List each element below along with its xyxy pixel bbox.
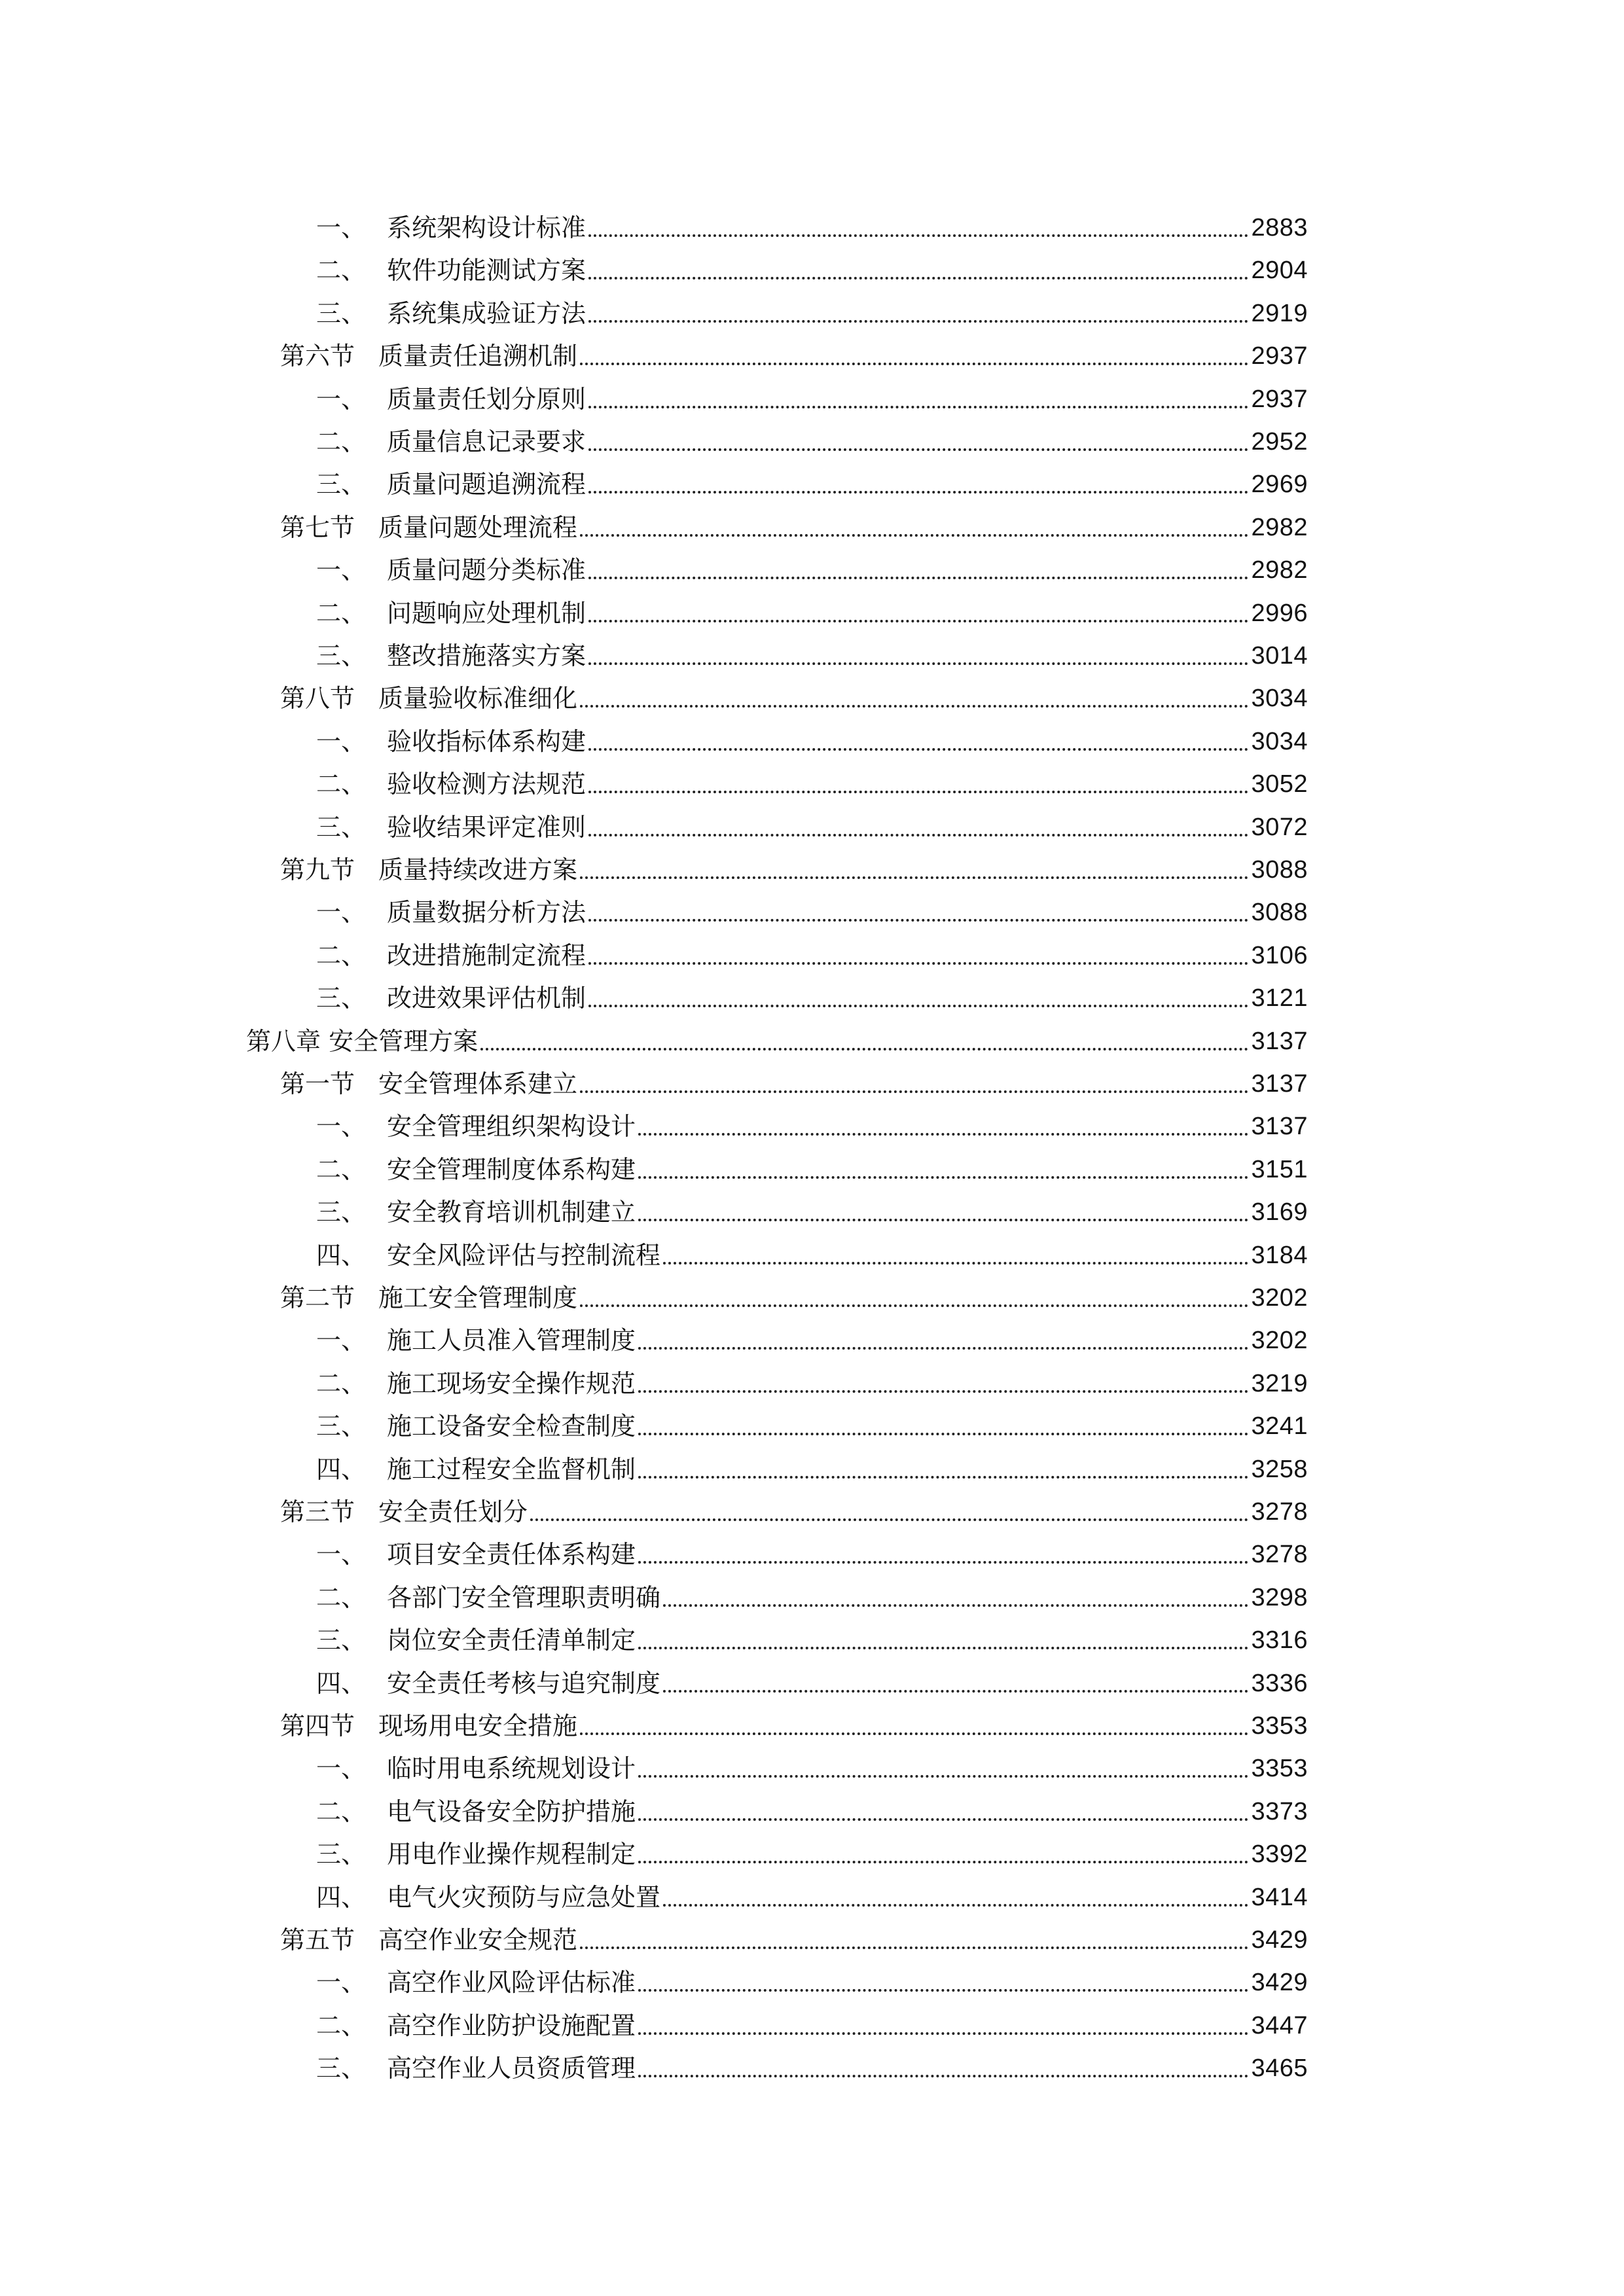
toc-entry-page-number: 3336 [1251,1670,1308,1697]
dot-leader [638,1219,1248,1221]
toc-entry-number: 二、 [316,256,367,285]
toc-entry-item[interactable] [316,287,1308,329]
dot-leader [588,919,1248,922]
toc-entry-item[interactable] [316,1399,1308,1441]
dot-leader [580,1090,1248,1093]
toc-entry-item[interactable] [316,1528,1308,1570]
toc-entry-page-number: 3121 [1251,984,1308,1012]
toc-entry-number: 二、 [316,1797,367,1826]
toc-entry-page-number: 3014 [1251,642,1308,670]
toc-entry-page-number: 3052 [1251,770,1308,798]
toc-entry-section[interactable] [280,329,1308,371]
toc-entry-title: 安全教育培训机制建立 [387,1198,636,1227]
toc-entry-page-number: 2919 [1251,300,1308,327]
toc-entry-page-number: 3034 [1251,728,1308,755]
toc-entry-number: 第七节 [280,513,355,542]
toc-entry-number: 一、 [316,727,367,756]
toc-entry-item[interactable] [316,1999,1308,2041]
toc-entry-page-number: 3137 [1251,1028,1308,1055]
toc-entry-number: 二、 [316,1369,367,1398]
dot-leader [580,1304,1248,1307]
toc-entry-item[interactable] [316,1871,1308,1912]
dot-leader [580,876,1248,879]
toc-entry-title: 整改措施落实方案 [387,641,586,670]
toc-entry-title: 各部门安全管理职责明确 [387,1583,661,1612]
dot-leader [588,320,1248,323]
toc-entry-title: 改进措施制定流程 [387,941,586,970]
toc-entry-title: 质量数据分析方法 [387,898,586,927]
dot-leader [663,1262,1248,1265]
toc-entry-title: 质量问题分类标准 [387,556,586,584]
toc-entry-number: 四、 [316,1669,367,1698]
toc-entry-title: 现场用电安全措施 [378,1712,578,1740]
dot-leader [588,406,1248,408]
toc-entry-section[interactable] [280,1485,1308,1527]
dot-leader [588,277,1248,279]
toc-entry-page-number: 3373 [1251,1798,1308,1825]
toc-entry-page-number: 2883 [1251,214,1308,242]
toc-entry-section[interactable] [280,672,1308,713]
dot-leader [638,1176,1248,1179]
toc-entry-number: 三、 [316,470,367,499]
toc-entry-title: 验收检测方法规范 [387,770,586,798]
toc-entry-number: 二、 [316,427,367,456]
toc-entry-number: 第九节 [280,855,355,884]
toc-entry-page-number: 3202 [1251,1284,1308,1312]
dot-leader [580,705,1248,708]
toc-entry-item[interactable] [316,1100,1308,1141]
toc-entry-number: 三、 [316,984,367,1013]
toc-entry-number: 三、 [316,1626,367,1655]
toc-entry-item[interactable] [316,243,1308,285]
toc-entry-number: 一、 [316,385,367,414]
toc-entry-title: 安全责任划分 [378,1498,528,1526]
toc-entry-page-number: 2982 [1251,556,1308,584]
toc-entry-number: 第一节 [280,1069,355,1098]
toc-entry-page-number: 2904 [1251,257,1308,284]
toc-entry-number: 四、 [316,1241,367,1270]
toc-entry-item[interactable] [316,929,1308,971]
toc-entry-item[interactable] [316,2041,1308,2083]
toc-entry-number: 三、 [316,1198,367,1227]
dot-leader [638,2075,1248,2077]
toc-entry-title: 临时用电系统规划设计 [387,1754,636,1783]
toc-entry-number: 一、 [316,556,367,584]
toc-entry-item[interactable] [316,1785,1308,1827]
toc-entry-number: 第三节 [280,1498,355,1526]
toc-entry-item[interactable] [316,1229,1308,1270]
toc-entry-number: 二、 [316,599,367,628]
toc-entry-page-number: 3219 [1251,1370,1308,1397]
toc-entry-page-number: 3316 [1251,1626,1308,1654]
toc-entry-title: 高空作业人员资质管理 [387,2054,636,2083]
toc-entry-page-number: 3429 [1251,1969,1308,1996]
toc-entry-title: 系统架构设计标准 [387,213,586,242]
toc-entry-section[interactable] [280,1057,1308,1099]
toc-entry-page-number: 3169 [1251,1198,1308,1226]
toc-entry-item[interactable] [316,1185,1308,1227]
toc-entry-title: 施工过程安全监督机制 [387,1455,636,1484]
toc-entry-item[interactable] [316,629,1308,671]
toc-entry-number: 三、 [316,1840,367,1869]
toc-entry-number: 一、 [316,1968,367,1997]
toc-entry-page-number: 3072 [1251,814,1308,841]
toc-entry-number: 二、 [316,941,367,970]
dot-leader [588,448,1248,451]
toc-entry-title: 质量问题追溯流程 [387,470,586,499]
toc-entry-section[interactable] [280,843,1308,885]
toc-entry-item[interactable] [316,372,1308,414]
toc-entry-section[interactable] [280,1271,1308,1313]
toc-entry-page-number: 3088 [1251,856,1308,884]
dot-leader [638,1818,1248,1821]
dot-leader [580,534,1248,537]
toc-entry-chapter[interactable] [246,1014,1308,1056]
toc-entry-item[interactable] [316,1827,1308,1869]
toc-entry-title: 项目安全责任体系构建 [387,1540,636,1569]
toc-entry-number: 一、 [316,898,367,927]
toc-entry-title: 电气设备安全防护措施 [387,1797,636,1826]
toc-entry-title: 质量验收标准细化 [378,684,578,713]
toc-entry-page-number: 2937 [1251,386,1308,413]
toc-entry-item[interactable] [316,886,1308,927]
toc-entry-number: 一、 [316,1540,367,1569]
dot-leader [580,363,1248,365]
dot-leader [588,748,1248,751]
dot-leader [580,1946,1248,1949]
toc-entry-page-number: 2952 [1251,428,1308,456]
dot-leader [638,1347,1248,1350]
toc-entry-title: 安全管理组织架构设计 [387,1112,636,1141]
toc-entry-page-number: 3278 [1251,1541,1308,1568]
toc-entry-page-number: 3034 [1251,685,1308,712]
toc-entry-page-number: 2937 [1251,342,1308,370]
dot-leader [588,620,1248,622]
toc-entry-page-number: 2982 [1251,514,1308,541]
toc-entry-item[interactable] [316,1657,1308,1698]
toc-entry-page-number: 3414 [1251,1884,1308,1911]
toc-entry-title: 高空作业防护设施配置 [387,2011,636,2040]
toc-entry-title: 高空作业风险评估标准 [387,1968,636,1997]
toc-entry-page-number: 3447 [1251,2012,1308,2039]
dot-leader [663,1690,1248,1693]
toc-entry-item[interactable] [316,457,1308,499]
toc-entry-title: 施工设备安全检查制度 [387,1412,636,1441]
dot-leader [638,1775,1248,1778]
toc-entry-item[interactable] [316,1742,1308,1784]
toc-entry-number: 第八节 [280,684,355,713]
toc-entry-number: 第二节 [280,1283,355,1312]
toc-entry-item[interactable] [316,1357,1308,1399]
toc-entry-number: 三、 [316,813,367,842]
toc-entry-page-number: 3137 [1251,1070,1308,1098]
dot-leader [638,1433,1248,1435]
dot-leader [588,834,1248,836]
toc-entry-page-number: 2996 [1251,600,1308,627]
dot-leader [638,1133,1248,1136]
toc-entry-title: 质量信息记录要求 [387,427,586,456]
toc-entry-page-number: 2969 [1251,471,1308,498]
toc-entry-title: 施工现场安全操作规范 [387,1369,636,1398]
toc-entry-title: 用电作业操作规程制定 [387,1840,636,1869]
toc-entry-page-number: 3088 [1251,899,1308,926]
toc-entry-title: 第八章 安全管理方案 [246,1027,478,1056]
toc-entry-page-number: 3106 [1251,942,1308,969]
toc-entry-number: 四、 [316,1455,367,1484]
toc-entry-title: 系统集成验证方法 [387,299,586,328]
toc-entry-page-number: 3151 [1251,1156,1308,1183]
toc-entry-page-number: 3184 [1251,1242,1308,1269]
toc-entry-number: 二、 [316,1155,367,1184]
dot-leader [663,1604,1248,1607]
toc-entry-number: 一、 [316,213,367,242]
toc-entry-title: 安全风险评估与控制流程 [387,1241,661,1270]
toc-entry-title: 施工人员准入管理制度 [387,1326,636,1355]
dot-leader [638,1647,1248,1649]
toc-entry-page-number: 3465 [1251,2054,1308,2082]
toc-entry-page-number: 3353 [1251,1755,1308,1782]
toc-entry-item[interactable] [316,1443,1308,1484]
dot-leader [588,491,1248,493]
dot-leader [588,791,1248,793]
toc-entry-page-number: 3241 [1251,1412,1308,1440]
toc-entry-number: 三、 [316,2054,367,2083]
toc-entry-section[interactable] [280,1699,1308,1741]
dot-leader [638,1476,1248,1479]
toc-entry-title: 电气火灾预防与应急处置 [387,1883,661,1912]
toc-entry-number: 三、 [316,641,367,670]
dot-leader [480,1048,1248,1050]
toc-entry-page-number: 3202 [1251,1327,1308,1354]
toc-entry-title: 高空作业安全规范 [378,1926,578,1954]
toc-entry-item[interactable] [316,543,1308,585]
toc-entry-item[interactable] [316,800,1308,842]
toc-entry-title: 质量持续改进方案 [378,855,578,884]
toc-entry-page-number: 3258 [1251,1456,1308,1483]
toc-entry-number: 一、 [316,1112,367,1141]
toc-entry-number: 二、 [316,1583,367,1612]
toc-entry-title: 验收指标体系构建 [387,727,586,756]
toc-entry-page-number: 3278 [1251,1498,1308,1526]
toc-entry-title: 软件功能测试方案 [387,256,586,285]
dot-leader [638,1861,1248,1863]
dot-leader [588,662,1248,665]
dot-leader [588,962,1248,965]
toc-entry-item[interactable] [316,971,1308,1013]
toc-entry-page-number: 3392 [1251,1840,1308,1868]
toc-entry-title: 问题响应处理机制 [387,599,586,628]
dot-leader [638,1390,1248,1393]
dot-leader [638,1561,1248,1564]
dot-leader [588,234,1248,237]
toc-entry-item[interactable] [316,1571,1308,1613]
toc-entry-title: 安全管理体系建立 [378,1069,578,1098]
toc-entry-page-number: 3429 [1251,1926,1308,1954]
toc-entry-item[interactable] [316,201,1308,243]
toc-entry-page-number: 3137 [1251,1113,1308,1140]
toc-entry-number: 三、 [316,1412,367,1441]
toc-entry-title: 验收结果评定准则 [387,813,586,842]
toc-entry-title: 改进效果评估机制 [387,984,586,1013]
toc-entry-item[interactable] [316,1956,1308,1998]
toc-entry-title: 质量责任划分原则 [387,385,586,414]
toc-entry-number: 第五节 [280,1926,355,1954]
toc-entry-item[interactable] [316,757,1308,799]
toc-entry-item[interactable] [316,1613,1308,1655]
toc-entry-number: 第六节 [280,342,355,370]
toc-entry-section[interactable] [280,1913,1308,1955]
dot-leader [530,1518,1248,1521]
toc-entry-item[interactable] [316,1314,1308,1355]
toc-entry-item[interactable] [316,415,1308,457]
toc-entry-item[interactable] [316,586,1308,628]
toc-entry-title: 岗位安全责任清单制定 [387,1626,636,1655]
toc-entry-number: 第四节 [280,1712,355,1740]
dot-leader [588,577,1248,579]
dot-leader [588,1005,1248,1007]
toc-entry-title: 安全责任考核与追究制度 [387,1669,661,1698]
dot-leader [638,2032,1248,2035]
toc-entry-section[interactable] [280,501,1308,543]
toc-entry-number: 二、 [316,770,367,798]
toc-entry-number: 一、 [316,1754,367,1783]
toc-entry-title: 质量责任追溯机制 [378,342,578,370]
toc-entry-title: 安全管理制度体系构建 [387,1155,636,1184]
toc-entry-item[interactable] [316,1143,1308,1185]
dot-leader [638,1989,1248,1992]
toc-entry-number: 一、 [316,1326,367,1355]
toc-entry-page-number: 3298 [1251,1584,1308,1611]
toc-entry-number: 三、 [316,299,367,328]
toc-entry-title: 施工安全管理制度 [378,1283,578,1312]
dot-leader [663,1904,1248,1907]
toc-entry-title: 质量问题处理流程 [378,513,578,542]
toc-entry-number: 四、 [316,1883,367,1912]
toc-entry-number: 二、 [316,2011,367,2040]
dot-leader [580,1732,1248,1735]
toc-entry-item[interactable] [316,715,1308,757]
toc-entry-page-number: 3353 [1251,1712,1308,1740]
